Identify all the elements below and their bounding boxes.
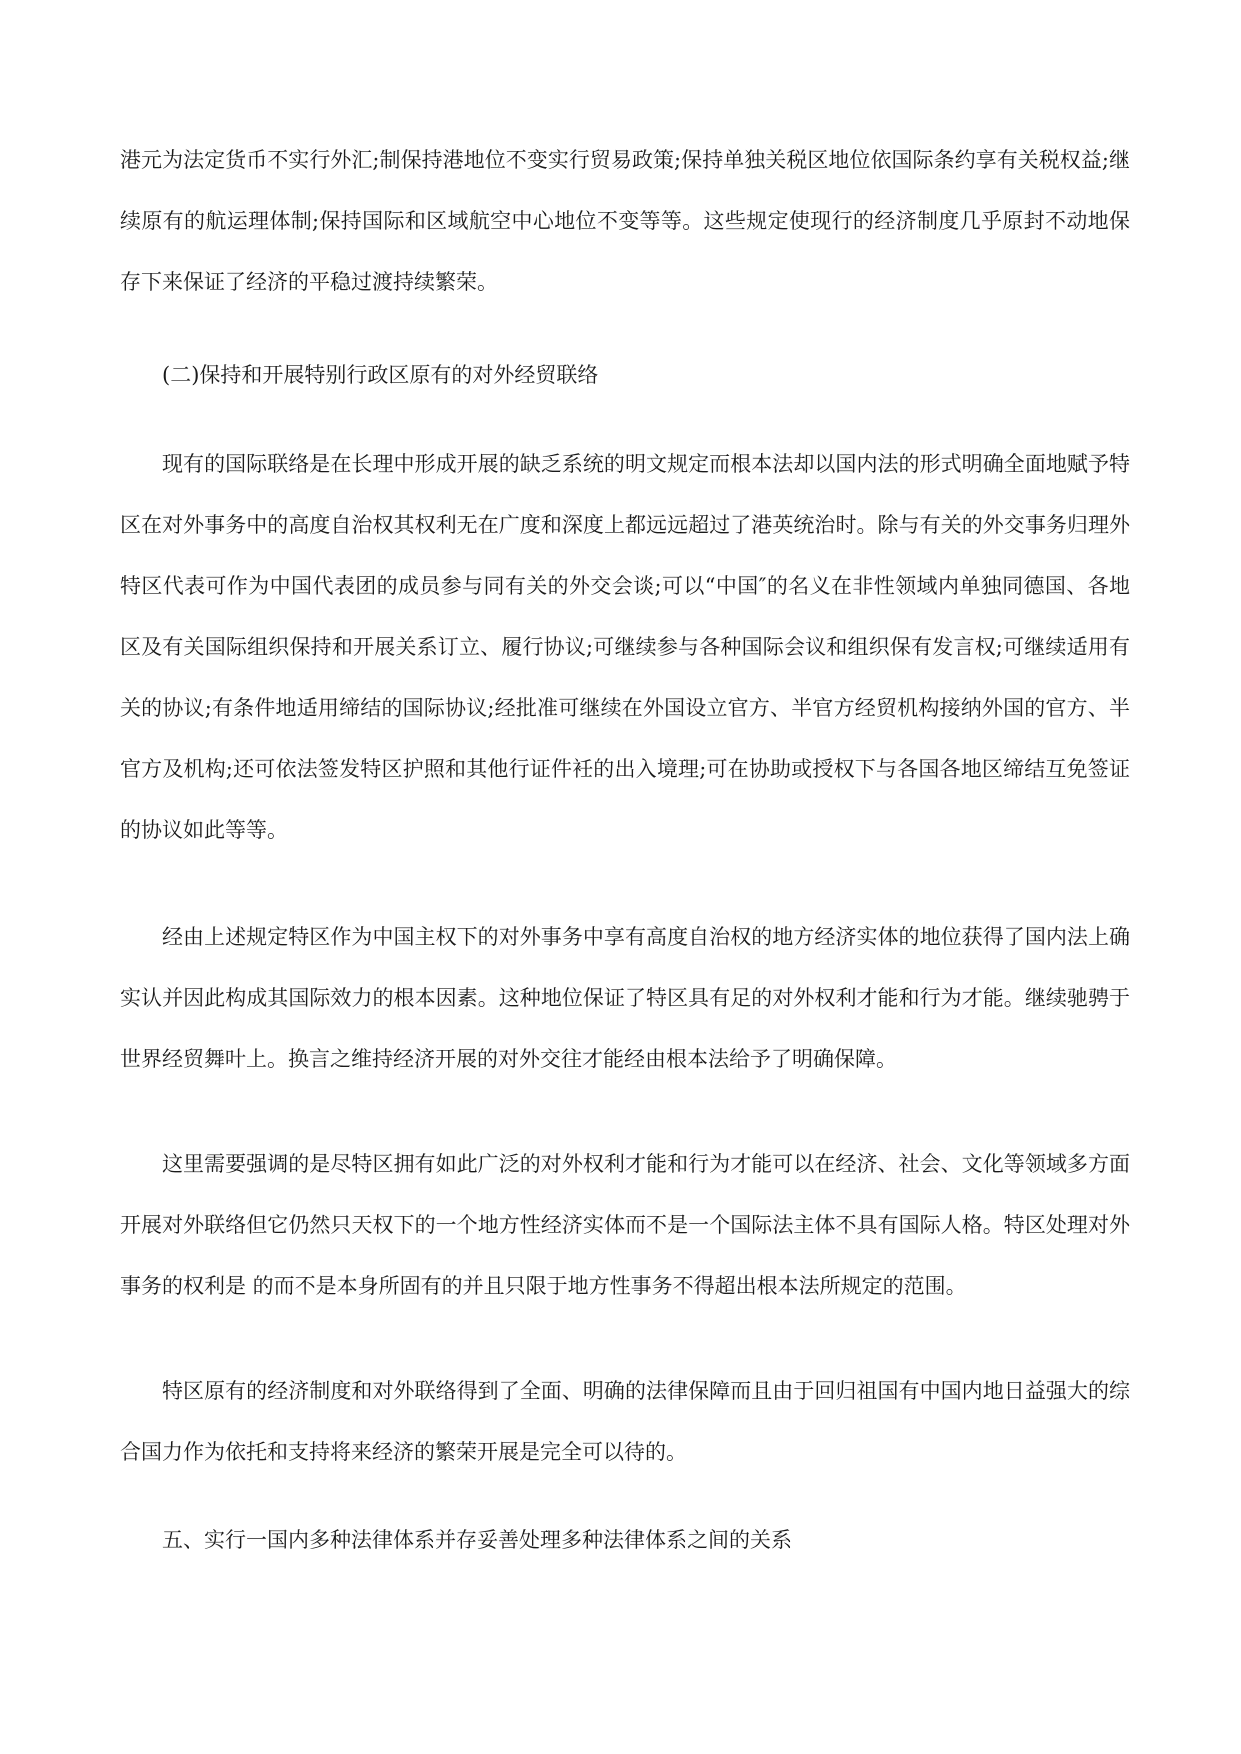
paragraph-not-international-subject: 这里需要强调的是尽特区拥有如此广泛的对外权利才能和行为才能可以在经济、社会、文化等领域多方面开展对外联络但它仍然只天权下的一个地方性经济实体而不是一个国际法主体不具有国际人格。特区处理对外事务的权利是 的而不是本身所固有的并且只限于地方性事务不得超出根本法所规定的范围。	[120, 1152, 1130, 1298]
section-heading-foreign-economic-ties: (二)保持和开展特别行政区原有的对外经贸联络	[162, 363, 599, 387]
paragraph-international-ties: 现有的国际联络是在长理中形成开展的缺乏系统的明文规定而根本法却以国内法的形式明确全面地赋予特区在对外事务中的高度自治权其权利无在广度和深度上都远远超过了港英统治时。除与有关的外交事务归理外特区代表可作为中国代表团的成员参与同有关的外交会谈;可以“中国″的名义在非性领域内单独同德国、各地区及有关国际组织保持和开展关系订立、履行协议;可继续参与各种国际会议和组织保有发言权;可继续适用有关的协议;有条件地适用缔结的国际协议;经批准可继续在外国设立官方、半官方经贸机构接纳外国的官方、半官方及机构;还可依法签发特区护照和其他行证件衽的出入境理;可在协助或授权下与各国各地区缔结互免签证的协议如此等等。	[120, 452, 1130, 842]
section-heading-multiple-legal-systems: 五、实行一国内多种法律体系并存妥善处理多种法律体系之间的关系	[162, 1528, 792, 1552]
paragraph-domestic-law-status: 经由上述规定特区作为中国主权下的对外事务中享有高度自治权的地方经济实体的地位获得了国内法上确实认并因此构成其国际效力的根本因素。这种地位保证了特区具有足的对外权利才能和行为才能。继续驰骋于世界经贸舞叶上。换言之维持经济开展的对外交往才能经由根本法给予了明确保障。	[120, 925, 1130, 1071]
paragraph-economic-system: 港元为法定货币不实行外汇;制保持港地位不变实行贸易政策;保持单独关税区地位依国际条约享有关税权益;继续原有的航运理体制;保持国际和区域航空中心地位不变等等。这些规定使现行的经济制度几乎原封不动地保存下来保证了经济的平稳过渡持续繁荣。	[120, 148, 1130, 294]
paragraph-legal-guarantee: 特区原有的经济制度和对外联络得到了全面、明确的法律保障而且由于回归祖国有中国内地日益强大的综合国力作为依托和支持将来经济的繁荣开展是完全可以待的。	[120, 1379, 1130, 1464]
